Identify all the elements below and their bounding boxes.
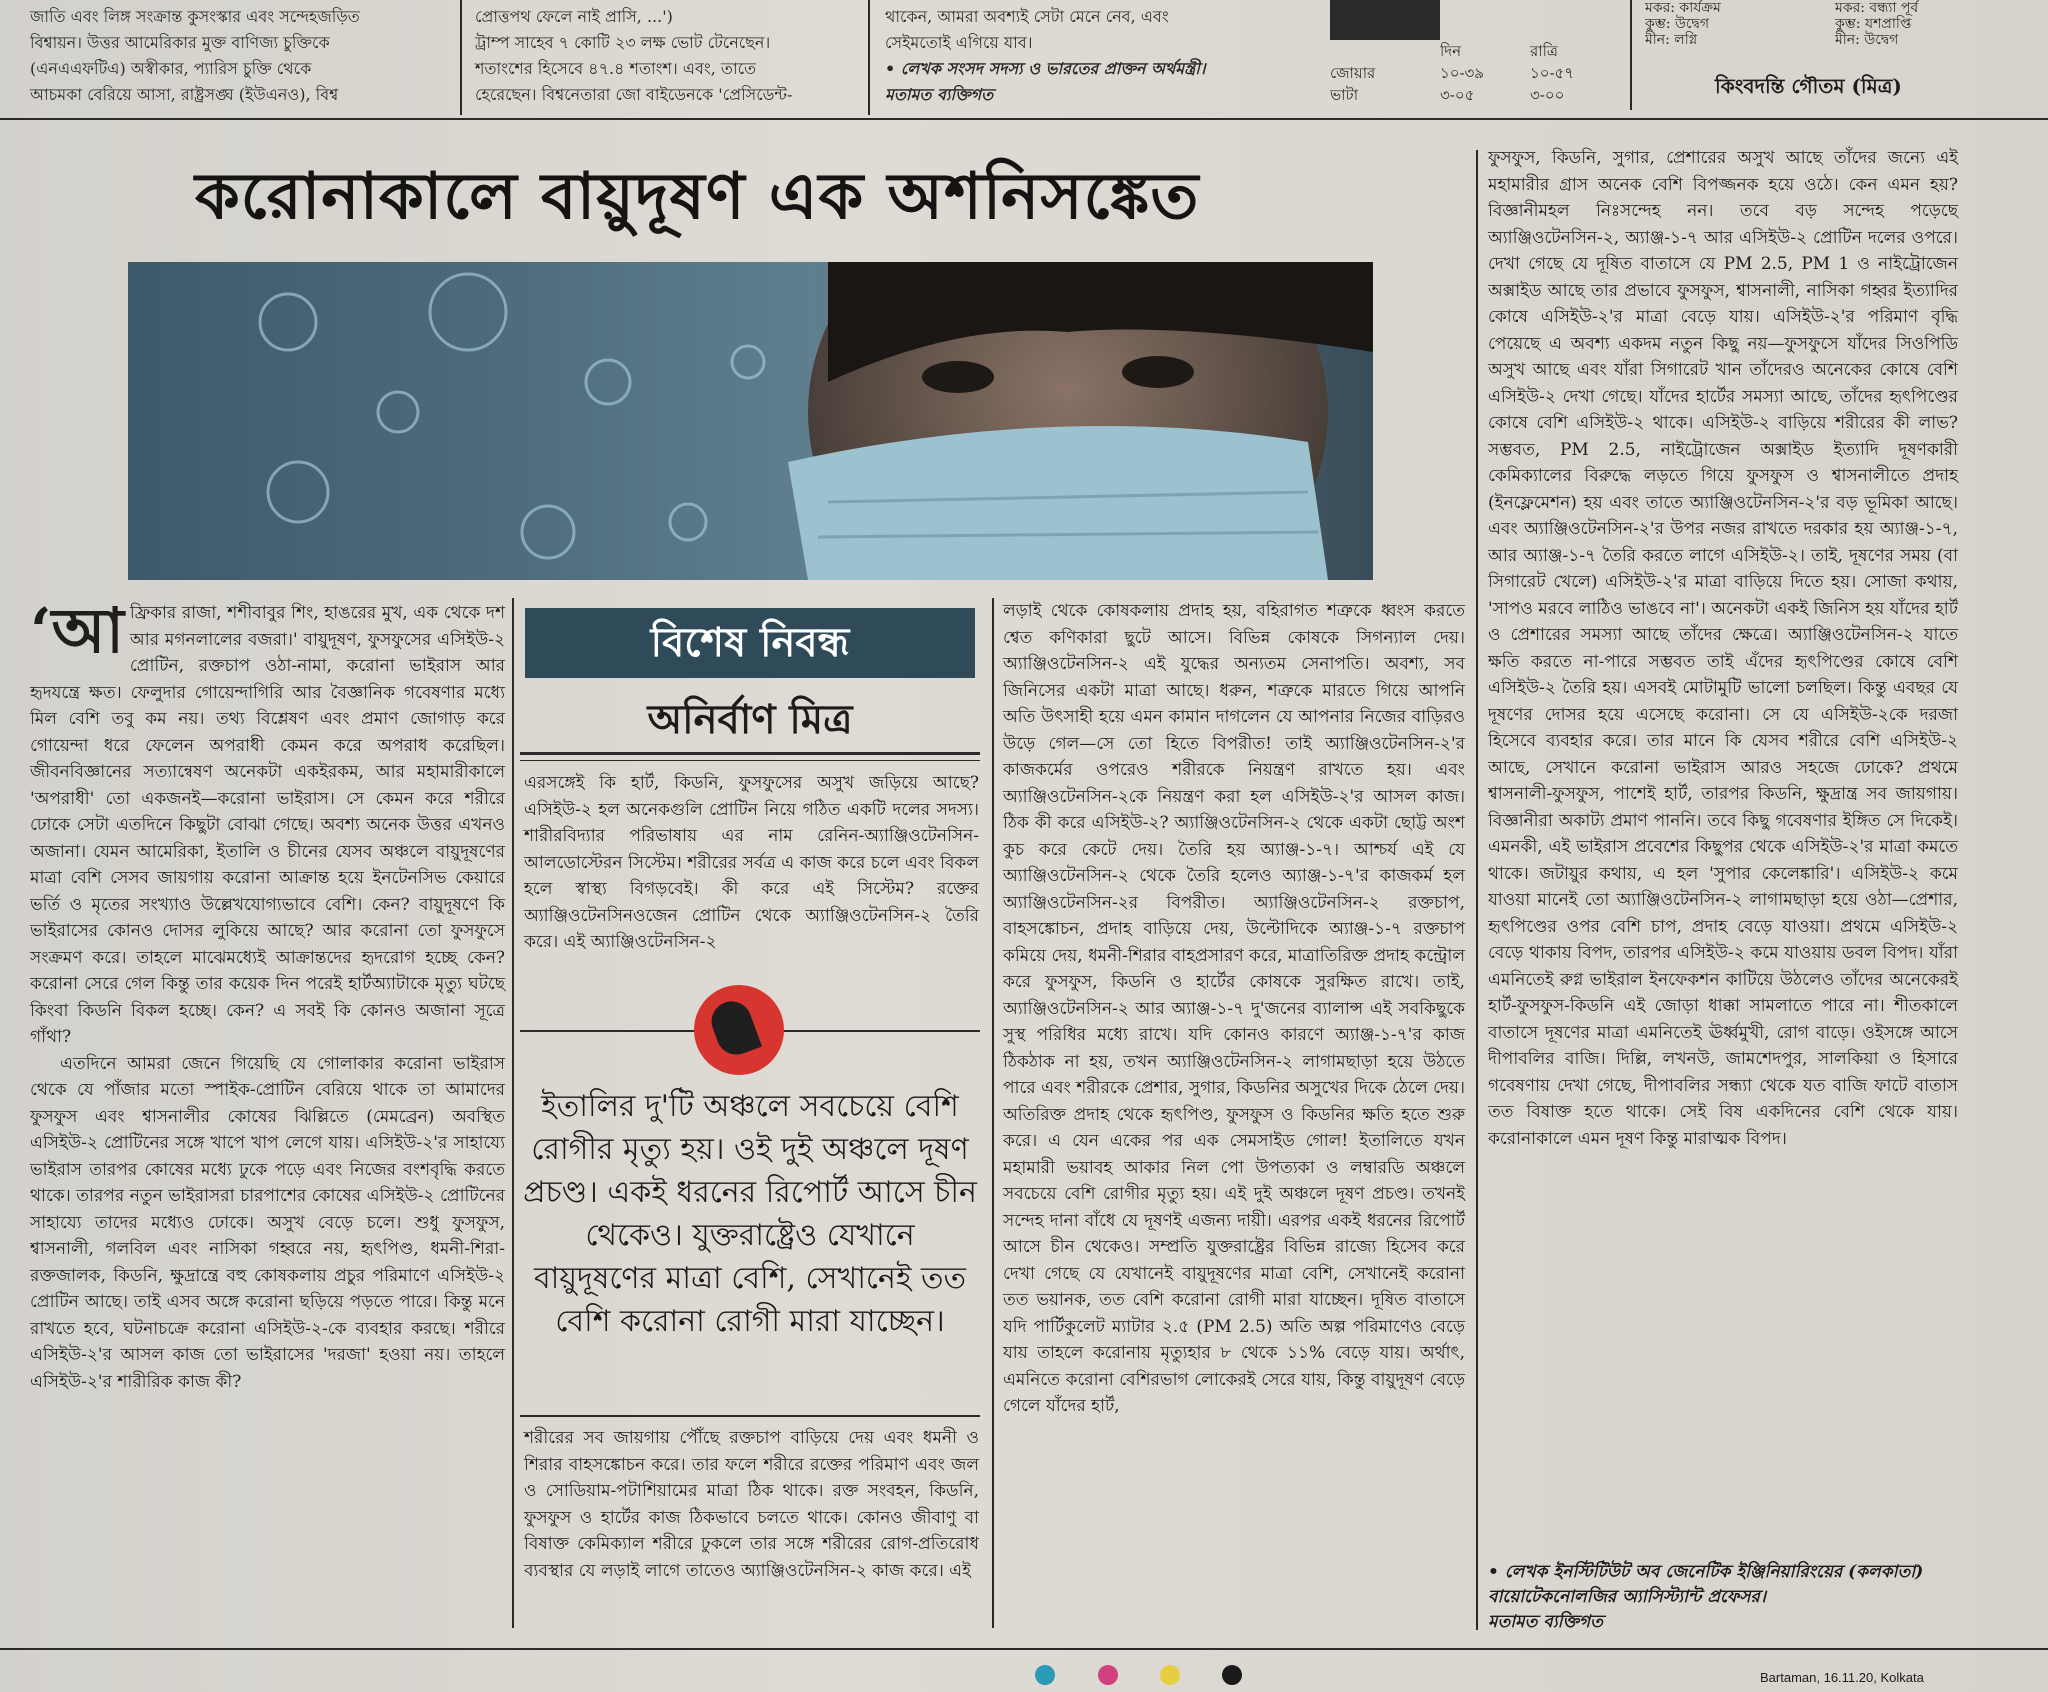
pull-quote: ইতালির দু'টি অঞ্চলে সবচেয়ে বেশি রোগীর মৃত্যু হয়। ওই দুই অঞ্চলে দূষণ প্রচণ্ড। একই ধরনের রিপোর্ট আসে চীন থেকেও। যুক্তরাষ্ট্রেও যেখানে বায়ুদূষণের মাত্রা বেশি, সেখানেই তত বেশি করোনা রোগী মারা যাচ্ছেন। bbox=[523, 1089, 977, 1339]
text-line: শতাংশের হিসেবে ৪৭.৪ শতাংশ। এবং, তাতে bbox=[475, 59, 757, 78]
top-fragment-col1 bbox=[30, 4, 450, 108]
tide-low-label: ভাটা bbox=[1330, 86, 1359, 104]
author-note bbox=[1488, 1560, 1958, 1635]
col1-second-paragraph: এতদিনে আমরা জেনে গিয়েছি যে গোলাকার করোনা ভাইরাস থেকে যে পাঁজার মতো স্পাইক-প্রোটিন বেরিয়ে থাকে তা আমাদের ফুসফুস এবং শ্বাসনালীর কোষের ঝিল্লিতে (মেমব্রেন) অবস্থিত এসিইউ-২ প্রোটিনের সঙ্গে খাপে খাপ লেগে যায়। এসিইউ-২'র সাহায্যে ভাইরাস তারপর কোষের মধ্যে ঢুকে পড়ে এবং নিজের বংশবৃদ্ধি করতে থাকে। তারপর নতুন ভাইরাসরা চারপাশের কোষের এসিইউ-২ প্রোটিনের সাহায্যে তাদের মধ্যেও ঢোকে। অসুখ বেড়ে চলে। শুধু ফুসফুস, শ্বাসনালী, গলবিল এবং নাসিকা গহ্বরে নয়, হৃৎপিণ্ড, ধমনী-শিরা-রক্তজালক, কিডনি, ক্ষুদ্রান্ত্রে বহু কোষকলায় প্রচুর পরিমাণে এসিইউ-২ প্রোটিন আছে। তাই এসব অঙ্গে করোনা ছড়িয়ে পড়তে পারে। কিন্তু মনে রাখতে হবে, ঘটনাচক্রে করোনা এসিইউ-২-কে ব্যবহার করছে। শরীরে এসিইউ-২'র আসল কাজ তো ভাইরাসের 'দরজা' হওয়া নয়। তাহলে এসিইউ-২'র শারীরিক কাজ কী? bbox=[30, 1053, 505, 1392]
byline-rule-thin bbox=[520, 760, 980, 761]
opinion-note: মতামত ব্যক্তিগত bbox=[1488, 1612, 1603, 1632]
tide-high-night: ১০-৫৭ bbox=[1530, 64, 1575, 82]
print-register-dot bbox=[1098, 1665, 1118, 1685]
tide-table bbox=[1330, 40, 1620, 106]
text-line: (এনএএফটিএ) অস্বীকার, প্যারিস চুক্তি থেকে bbox=[30, 59, 312, 78]
tide-low-night: ৩-০০ bbox=[1530, 86, 1565, 104]
tide-day-header: দিন bbox=[1440, 42, 1462, 60]
bottom-divider bbox=[0, 1648, 2048, 1650]
left-eye bbox=[922, 361, 994, 393]
top-fragment-col3 bbox=[885, 4, 1305, 108]
col2-bottom-paragraph: শরীরের সব জায়গায় পৌঁছে রক্তচাপ বাড়িয়ে দেয় এবং ধমনী ও শিরার বাহসঙ্কোচন করে। তার ফলে শরীরে রক্তের পরিমাণ এবং জল ও সোডিয়াম-পটাশিয়ামের মাত্রা ঠিক থাকে। রক্ত সংবহন, কিডনি, ফুসফুস ও হার্টের কাজ ঠিকভাবে চলতে থাকে। কোনও জীবাণু বা বিষাক্ত কেমিক্যাল শরীরে ঢুকলে তার সঙ্গে শরীরের রোগ-প্রতিরোধ ব্যবস্থার যে লড়াই লাগে তাতেও অ্যাঞ্জিওটেনসিন-২ কাজ করে। এই bbox=[524, 1428, 979, 1581]
quote-mark-icon bbox=[694, 985, 784, 1075]
column-divider bbox=[1630, 0, 1632, 110]
col1-first-paragraph bbox=[30, 594, 505, 1051]
horoscope-list bbox=[1645, 0, 2025, 48]
tide-high-label: জোয়ার bbox=[1330, 64, 1376, 82]
top-fragment-col2 bbox=[475, 4, 855, 108]
horoscope-item: মীন: উদ্বেগ bbox=[1835, 32, 1899, 48]
horoscope-item: মকর: বন্ধ্যা পূর্ব bbox=[1835, 0, 1919, 16]
column-divider bbox=[992, 598, 994, 1628]
tide-high-day: ১০-৩৯ bbox=[1440, 64, 1485, 82]
horoscope-item: মকর: কার্যক্রম bbox=[1645, 0, 1721, 16]
author-byline: অনির্বাণ মিত্র bbox=[647, 696, 853, 743]
publication-footer: Bartaman, 16.11.20, Kolkata bbox=[1760, 1670, 1924, 1685]
column-divider bbox=[460, 0, 462, 115]
horoscope-item: মীন: লগ্নি bbox=[1645, 32, 1698, 48]
text-line: হেরেছেন। বিশ্বনেতারা জো বাইডেনকে 'প্রেসিডেন্ট- bbox=[475, 85, 793, 104]
byline-rule bbox=[520, 752, 980, 755]
virus-icon bbox=[260, 274, 764, 558]
drop-cap: ‘আ bbox=[30, 594, 124, 667]
col1-first-text: ফ্রিকার রাজা, শশীবাবুর শিং, হাঙরের মুখ, এক থেকে দশ আর মগনলালের বজরা।' বায়ুদূষণ, ফুসফুসের এসিইউ-২ প্রোটিন, রক্তচাপ ওঠা-নামা, করোনা ভাইরাস আর হৃদযন্ত্রে ক্ষত। ফেলুদার গোয়েন্দাগিরি আর বৈজ্ঞানিক গবেষণার মধ্যে মিল বেশি তবু কম নয়। তথ্য বিশ্লেষণ এবং প্রমাণ জোগাড় করে গোয়েন্দা ধরে ফেলেন অপরাধী কেমন করে অপরাধ করেছিল। জীবনবিজ্ঞানের সত্যান্বেষণ অনেকটা একইরকম, আর মহামারীকালে 'অপরাধী' তো একজনই—করোনা ভাইরাস। সে কেমন করে শরীরে ঢোকে সেটা এতদিনে কিছুটা বোঝা গেছে। অবশ্য অনেক উত্তর এখনও অজানা। যেমন আমেরিকা, ইতালি ও চীনের যেসব অঞ্চলে বায়ুদূষণের মাত্রা বেশি সেসব জায়গায় করোনা আক্রান্ত হয়ে ইনটেনসিভ কেয়ারে ভর্তি ও মৃতের সংখ্যাও উল্লেখযোগ্যভাবে বেশি। কেন? বায়ুদূষণে কি ভাইরাসের কোনও দোসর লুকিয়ে আছে? আর করোনা তো ফুসফুসে সংক্রমণ করে। তাহলে মাঝেমধ্যেই আক্রান্তদের হৃদরোগ হচ্ছে কেন? করোনা সেরে গেল কিন্তু তার কয়েক দিন পরেই হার্টঅ্যাটাকে মৃত্যু ঘটছে কিংবা কিডনি বিকল হচ্ছে। কেন? এ সবই কি কোনও অজানা সূত্রে গাঁথা? bbox=[30, 603, 505, 1047]
column-divider bbox=[1476, 150, 1478, 1630]
top-divider bbox=[0, 118, 2048, 120]
masthead-block bbox=[1330, 0, 1440, 40]
column-divider bbox=[868, 0, 870, 115]
column-divider bbox=[512, 598, 514, 1628]
text-line: মতামত ব্যক্তিগত bbox=[885, 85, 994, 104]
tide-night-header: রাত্রি bbox=[1530, 42, 1558, 60]
article-photo bbox=[128, 262, 1373, 580]
print-register-dot bbox=[1222, 1665, 1242, 1685]
pullquote-bottom-rule bbox=[520, 1415, 980, 1417]
text-line: আচমকা বেরিয়ে আসা, রাষ্ট্রসঙ্ঘ (ইউএনও), বিশ্ব bbox=[30, 85, 339, 104]
text-line: বিশ্বায়ন। উত্তর আমেরিকার মুক্ত বাণিজ্য চুক্তিকে bbox=[30, 33, 330, 52]
text-line: থাকেন, আমরা অবশ্যই সেটা মেনে নেব, এবং bbox=[885, 7, 1169, 26]
print-register-dot bbox=[1160, 1665, 1180, 1685]
text-line: সেইমতোই এগিয়ে যাব। bbox=[885, 33, 1033, 52]
text-line: জাতি এবং লিঙ্গ সংক্রান্ত কুসংস্কার এবং সন্দেহজড়িত bbox=[30, 7, 360, 26]
astrologer-credit: কিংবদন্তি গৌতম (মিত্র) bbox=[1715, 74, 1902, 98]
masked-woman-illustration bbox=[128, 262, 1373, 580]
tide-low-day: ৩-০৫ bbox=[1440, 86, 1475, 104]
text-line: প্রোত্তপথ ফেলে নাই প্রাসি, ...') bbox=[475, 7, 673, 26]
right-eye bbox=[1122, 356, 1194, 388]
article-headline: করোনাকালে বায়ুদূষণ এক অশনিসঙ্কেত bbox=[195, 159, 1200, 234]
print-register-dot bbox=[1035, 1665, 1055, 1685]
text-line: • লেখক সংসদ সদস্য ও ভারতের প্রাক্তন অর্থমন্ত্রী। bbox=[885, 59, 1206, 78]
article-column-4: ফুসফুস, কিডনি, সুগার, প্রেশারের অসুখ আছে তাঁদের জন্যে এই মহামারীর গ্রাস অনেক বেশি বিপজ্জনক হয়ে ওঠে। কেন এমন হয়? বিজ্ঞানীমহল নিঃসন্দেহ নন। তবে বড় সন্দেহ পড়েছে অ্যাঞ্জিওটেনসিন-২, অ্যাঞ্জ-১-৭ আর এসিইউ-২ প্রোটিন দলের ওপরে। দেখা গেছে যে দূষিত বাতাসে যে PM 2.5, PM 1 ও নাইট্রোজেন অক্সাইড আছে তার প্রভাবে ফুসফুস, শ্বাসনালী, নাসিকা গহ্বর ইত্যাদির কোষে এসিইউ-২'র মাত্রা বেড়ে যায়। এসিইউ-২'র পরিমাণ বৃদ্ধি পেয়েছে এ অবশ্য একদম নতুন কিছু নয়—ফুসফুসে যাঁদের সিওপিডি অসুখ আছে এবং যাঁরা সিগারেট খান তাঁদেরও অনেকের কোষে বেশি এসিইউ-২ দেখা গেছে। যাঁদের হার্টের সমস্যা আছে, তাঁদের হৃৎপিণ্ডের কোষে বেশি এসিইউ-২ থাকে। এসিইউ-২ বাড়িয়ে শরীরের কী লাভ? সম্ভবত, PM 2.5, নাইট্রোজেন অক্সাইড ইত্যাদি দূষণকারী কেমিক্যালের বিরুদ্ধে লড়তে গিয়ে ফুসফুস ও শ্বাসনালীতে প্রদাহ (ইনফ্লেমেশন) হয় এবং তাতে অ্যাঞ্জিওটেনসিন-২'র বড় ভূমিকা আছে। এবং অ্যাঞ্জিওটেনসিন-২'র উপর নজর রাখতে দরকার হয় অ্যাঞ্জ-১-৭, আর অ্যাঞ্জ-১-৭ তৈরি করতে লাগে এসিইউ-২। তাই, দূষণের সময় (বা সিগারেট খেলে) এসিইউ-২'র মাত্রা বাড়িয়ে দিতে হয়। সোজা কথায়, 'সাপও মরবে লাঠিও ভাঙবে না'। অনেকটা একই জিনিস হয় যাঁদের হার্ট ও প্রেশারের সমস্যা আছে তাঁদের ক্ষেত্রে। অ্যাঞ্জিওটেনসিন-২ যাতে ক্ষতি করতে না-পারে সম্ভবত তাই এঁদের হৃৎপিণ্ডের কোষে বেশি এসিইউ-২ তৈরি হয়। এসবই মোটামুটি ভালো চলছিল। কিন্তু এবছর যে দূষণের দোসর হয়ে এসেছে করোনা। সে যে এসিইউ-২কে দরজা হিসেবে ব্যবহার করে। তার মানে কি যেসব শরীরে বেশি এসিইউ-২ আছে, সেখানে করোনা ভাইরাস আরও সহজে ঢোকে? প্রথমে শ্বাসনালী-ফুসফুস, পাশেই হার্ট, তারপর কিডনি, ক্ষুদ্রান্ত্র সব জায়গায়। বিজ্ঞানীরা অকাট্য প্রমাণ পাননি। তবে কিছু গবেষণার ইঙ্গিত সে দিকেই। এমনকী, এই ভাইরাস প্রবেশের কিছুপর থেকে এসিইউ-২'র মাত্রা কমতে থাকে। জটায়ুর কথায়, এ হল 'সুপার কেলেঙ্কারি'। এসিইউ-২ কমে যাওয়া মানেই তো অ্যাঞ্জিওটেনসিন-২ লাগামছাড়া হয়ে ওঠা—প্রেশার, হৃৎপিণ্ডের ওপর বেশি চাপ, প্রদাহ বেড়ে যাওয়া। প্রথমে এসিইউ-২ বেড়ে থাকায় বিপদ, তারপর এসিইউ-২ কমে যাওয়ায় ডবল বিপদ। যাঁরা এমনিতেই রুগ্ন ভাইরাল ইনফেকশন কাটিয়ে উঠলেও তাঁদের অনেকেরই হার্ট-ফুসফুস-কিডনি এই জোড়া ধাক্কা সামলাতে পারে না। শীতকালে বাতাসে দূষণের মাত্রা এমনিতেই ঊর্ধ্বমুখী, রোগ বাড়ে। ওইসঙ্গে আসে দীপাবলির বাজি। দিল্লি, লখনউ, জামশেদপুর, সালকিয়া ও হিসারে গবেষণায় দেখা গেছে, দীপাবলির সন্ধ্যা থেকে যত বাজি ফাটে বাতাস তত বিষাক্ত হতে থাকে। সেই বিষ একদিনের বেশি থেকে যায়। করোনাকালে এমন দূষণ কিন্তু মারাত্মক বিপদ। bbox=[1488, 148, 1958, 1149]
face-mask bbox=[788, 426, 1328, 580]
article-column-1 bbox=[30, 594, 505, 1395]
col2-top-paragraph: এরসঙ্গেই কি হার্ট, কিডনি, ফুসফুসের অসুখ জড়িয়ে আছে? এসিইউ-২ হল অনেকগুলি প্রোটিন নিয়ে গঠিত একটি দলের সদস্য। শারীরবিদ্যার পরিভাষায় এর নাম রেনিন-অ্যাঞ্জিওটেনসিন-আলডোস্টেরন সিস্টেম। শরীরের সর্বত্র এ কাজ করে চলে এবং বিকল হলে স্বাস্থ্য বিগড়বেই। কী করে এই সিস্টেম? রক্তের অ্যাঞ্জিওটেনসিনওজেন প্রোটিন থেকে অ্যাঞ্জিওটেনসিন-২ তৈরি করে। এই অ্যাঞ্জিওটেনসিন-২ bbox=[524, 773, 979, 952]
kicker-label: বিশেষ নিবন্ধ bbox=[525, 608, 975, 678]
text-line: ট্রাম্প সাহেব ৭ কোটি ২৩ লক্ষ ভোট টেনেছেন। bbox=[475, 33, 771, 52]
article-column-3: লড়াই থেকে কোষকলায় প্রদাহ হয়, বহিরাগত শত্রুকে ধ্বংস করতে শ্বেত কণিকারা ছুটে আসে। বিভিন্ন কোষকে সিগন্যাল দেয়। অ্যাঞ্জিওটেনসিন-২ এই যুদ্ধের অন্যতম সেনাপতি। অবশ্য, সব জিনিসের একটা মাত্রা আছে। ধরুন, শত্রুকে মারতে গিয়ে আপনি অতি উৎসাহী হয়ে এমন কামান দাগলেন যে আপনার নিজের বাড়িরও উড়ে গেল—সে তো হিতে বিপরীত! তাই অ্যাঞ্জিওটেনসিন-২'র কাজকর্মের ওপরেও শরীরকে নিয়ন্ত্রণ রাখতে হয়। এবং অ্যাঞ্জিওটেনসিন-২কে নিয়ন্ত্রণ করা হল এসিইউ-২'র আসল কাজ। ঠিক কী করে এসিইউ-২? অ্যাঞ্জিওটেনসিন-২ থেকে একটা ছোট্ট অংশ কুচ করে কেটে দেয়। তৈরি হয় অ্যাঞ্জ-১-৭। আশ্চর্য এই যে অ্যাঞ্জিওটেনসিন-২ থেকে তৈরি হলেও অ্যাঞ্জ-১-৭'র কাজকর্ম হল অ্যাঞ্জিওটেনসিন-২র বিপরীত। অ্যাঞ্জিওটেনসিন-২ রক্তচাপ, বাহসঙ্কোচন, প্রদাহ বাড়িয়ে দেয়, উল্টোদিকে অ্যাঞ্জ-১-৭ রক্তচাপ কমিয়ে দেয়, ধমনী-শিরার বাহপ্রসারণ করে, মাত্রাতিরিক্ত প্রদাহ কন্ট্রোল করে ফুসফুস, কিডনি ও হার্টের কোষকে সুরক্ষিত রাখে। তাই, অ্যাঞ্জিওটেনসিন-২ আর অ্যাঞ্জ-১-৭ দু'জনের ব্যালান্স এই সবকিছুকে সুস্থ পরিধির মধ্যে রাখে। যদি কোনও কারণে অ্যাঞ্জ-১-৭'র কাজ ঠিকঠাক না হয়, তখন অ্যাঞ্জিওটেনসিন-২ লাগামছাড়া হয়ে উঠতে পারে এবং শরীরকে প্রেশার, সুগার, কিডনির অসুখের দিকে ঠেলে দেয়। অতিরিক্ত প্রদাহ থেকে হৃৎপিণ্ড, ফুসফুস ও কিডনির ক্ষতি হতে শুরু করে। এ যেন একের পর এক সেমসাইড গোল! ইতালিতে যখন মহামারী ভয়াবহ আকার নিল পো উপত্যকা ও লম্বারডি অঞ্চলে সবচেয়ে বেশি রোগীর মৃত্যু হয়। এই দুই অঞ্চলে দূষণ প্রচণ্ড। তখনই সন্দেহ দানা বাঁধে যে দূষণই এজন্য দায়ী। এরপর একই ধরনের রিপোর্ট আসে চীন থেকেও। সম্প্রতি যুক্তরাষ্ট্রের বিভিন্ন রাজ্যে হিসেব করে দেখা গেছে যে যেখানেই বায়ুদূষণের মাত্রা বেশি, সেখানেই করোনা তত ভয়ানক, তত বেশি করোনা রোগী মারা যাচ্ছেন। দূষিত বাতাসে যদি পার্টিকুলেট ম্যাটার ২.৫ (PM 2.5) অতি অল্প পরিমাণেও বেড়ে যায় তাহলে করোনায় মৃত্যুহার ৮ থেকে ১১% বেড়ে যায়। অর্থাৎ, এমনিতে করোনা বেশিরভাগ লোকেরই সেরে যায়, কিন্তু বায়ুদূষণ বেড়ে গেলে যাঁদের হার্ট, bbox=[1003, 601, 1465, 1416]
author-note-text: • লেখক ইনস্টিটিউট অব জেনেটিক ইঞ্জিনিয়ারিংয়ের (কলকাতা) বায়োটেকনোলজির অ্যাসিস্ট্যান্ট প্রফেসর। bbox=[1488, 1562, 1924, 1607]
horoscope-item: কুম্ভ: উদ্বেগ bbox=[1645, 16, 1710, 32]
horoscope-item: কুম্ভ: যশপ্রাপ্তি bbox=[1835, 16, 1912, 32]
